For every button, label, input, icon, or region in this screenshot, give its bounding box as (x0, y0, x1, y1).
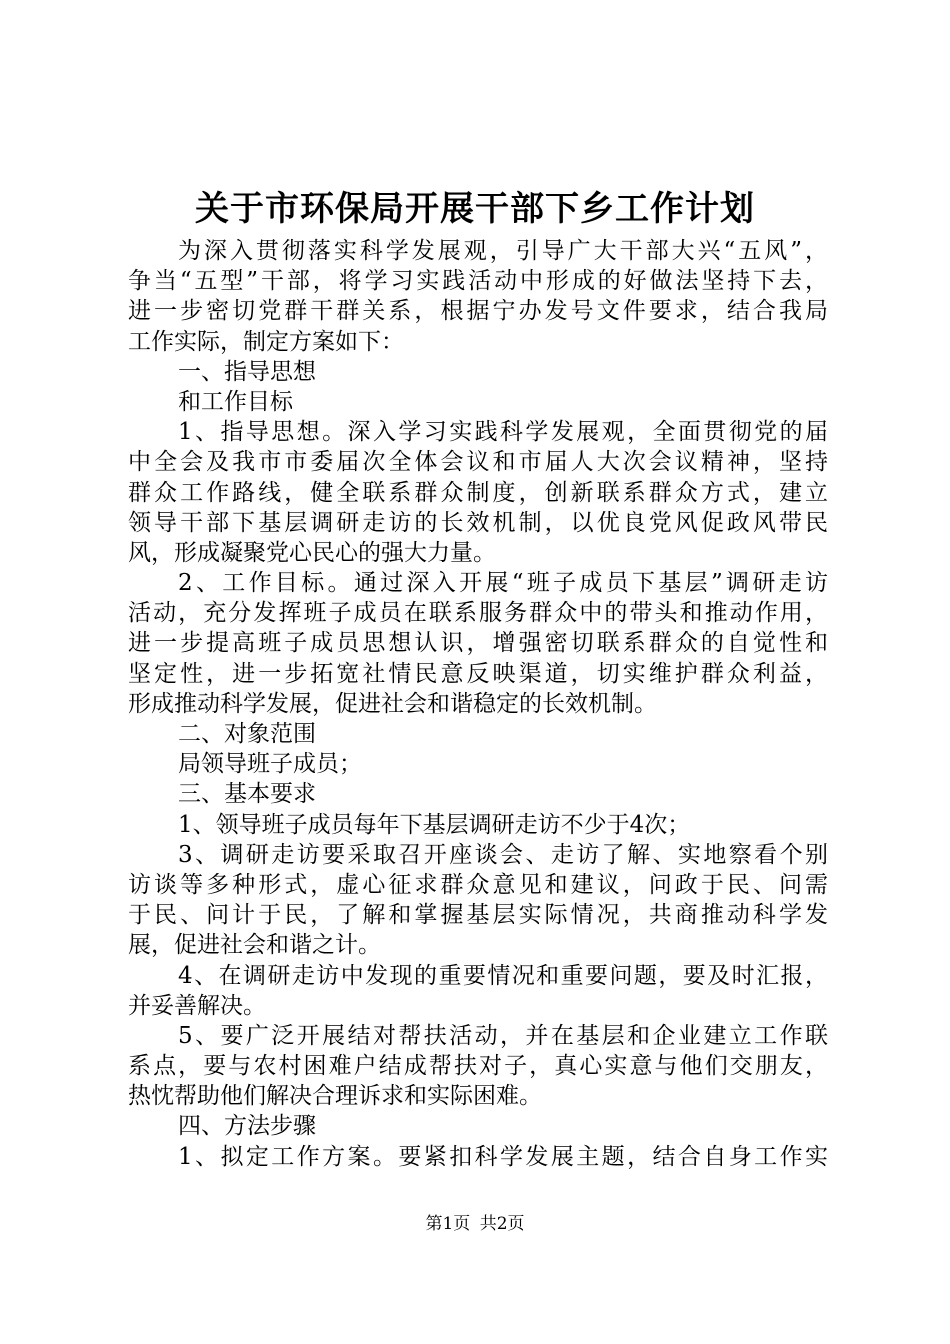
text-line: 领导干部下基层调研走访的长效机制，以优良党风促政风带民 (128, 509, 828, 536)
text-line: 3、调研走访要采取召开座谈会、走访了解、实地察看个别 (178, 841, 828, 868)
text-line: 并妥善解决。 (128, 992, 266, 1019)
text-line: 争当“五型”干部，将学习实践活动中形成的好做法坚持下去， (128, 268, 828, 295)
text-line: 1、指导思想。深入学习实践科学发展观，全面贯彻党的届 (178, 419, 828, 446)
text-line: 访谈等多种形式，虚心征求群众意见和建议，问政于民、问需 (128, 871, 828, 898)
text-line: 中全会及我市市委届次全体会议和市届人大次会议精神，坚持 (128, 449, 828, 476)
document-body (128, 236, 828, 1172)
text-line: 三、基本要求 (178, 781, 316, 808)
text-line: 热忱帮助他们解决合理诉求和实际困难。 (128, 1083, 542, 1110)
text-line: 群众工作路线，健全联系群众制度，创新联系群众方式，建立 (128, 479, 828, 506)
text-line: 进一步提高班子成员思想认识，增强密切联系群众的自觉性和 (128, 630, 828, 657)
text-line: 进一步密切党群干群关系，根据宁办发号文件要求，结合我局 (128, 298, 828, 325)
text-line: 5、要广泛开展结对帮扶活动，并在基层和企业建立工作联 (178, 1022, 828, 1049)
text-line: 展，促进社会和谐之计。 (128, 932, 381, 959)
text-line: 坚定性，进一步拓宽社情民意反映渠道，切实维护群众利益， (128, 660, 828, 687)
text-line: 2、工作目标。通过深入开展“班子成员下基层”调研走访 (178, 570, 828, 597)
document-title: 关于市环保局开展干部下乡工作计划 (195, 189, 755, 229)
text-line: 活动，充分发挥班子成员在联系服务群众中的带头和推动作用， (128, 600, 828, 627)
page-footer (0, 1213, 950, 1235)
page-total: 共2页 (479, 1214, 525, 1234)
text-line: 四、方法步骤 (178, 1113, 316, 1140)
text-line: 形成推动科学发展，促进社会和谐稳定的长效机制。 (128, 690, 657, 717)
text-line: 工作实际，制定方案如下： (128, 328, 404, 355)
text-line: 和工作目标 (178, 388, 293, 415)
text-line: 系点，要与农村困难户结成帮扶对子，真心实意与他们交朋友， (128, 1053, 828, 1080)
text-line: 为深入贯彻落实科学发展观，引导广大干部大兴“五风”， (178, 238, 828, 264)
text-line: 4、在调研走访中发现的重要情况和重要问题，要及时汇报， (178, 962, 828, 989)
text-line: 1、领导班子成员每年下基层调研走访不少于4次； (178, 811, 691, 838)
text-line: 一、指导思想 (178, 358, 316, 385)
text-line: 局领导班子成员； (178, 751, 362, 778)
page-number: 第1页 (425, 1214, 471, 1234)
text-line: 二、对象范围 (178, 721, 316, 747)
text-line: 于民、问计于民，了解和掌握基层实际情况，共商推动科学发 (128, 902, 828, 929)
text-line: 1、拟定工作方案。要紧扣科学发展主题，结合自身工作实 (178, 1143, 828, 1170)
text-line: 风，形成凝聚党心民心的强大力量。 (128, 539, 496, 566)
